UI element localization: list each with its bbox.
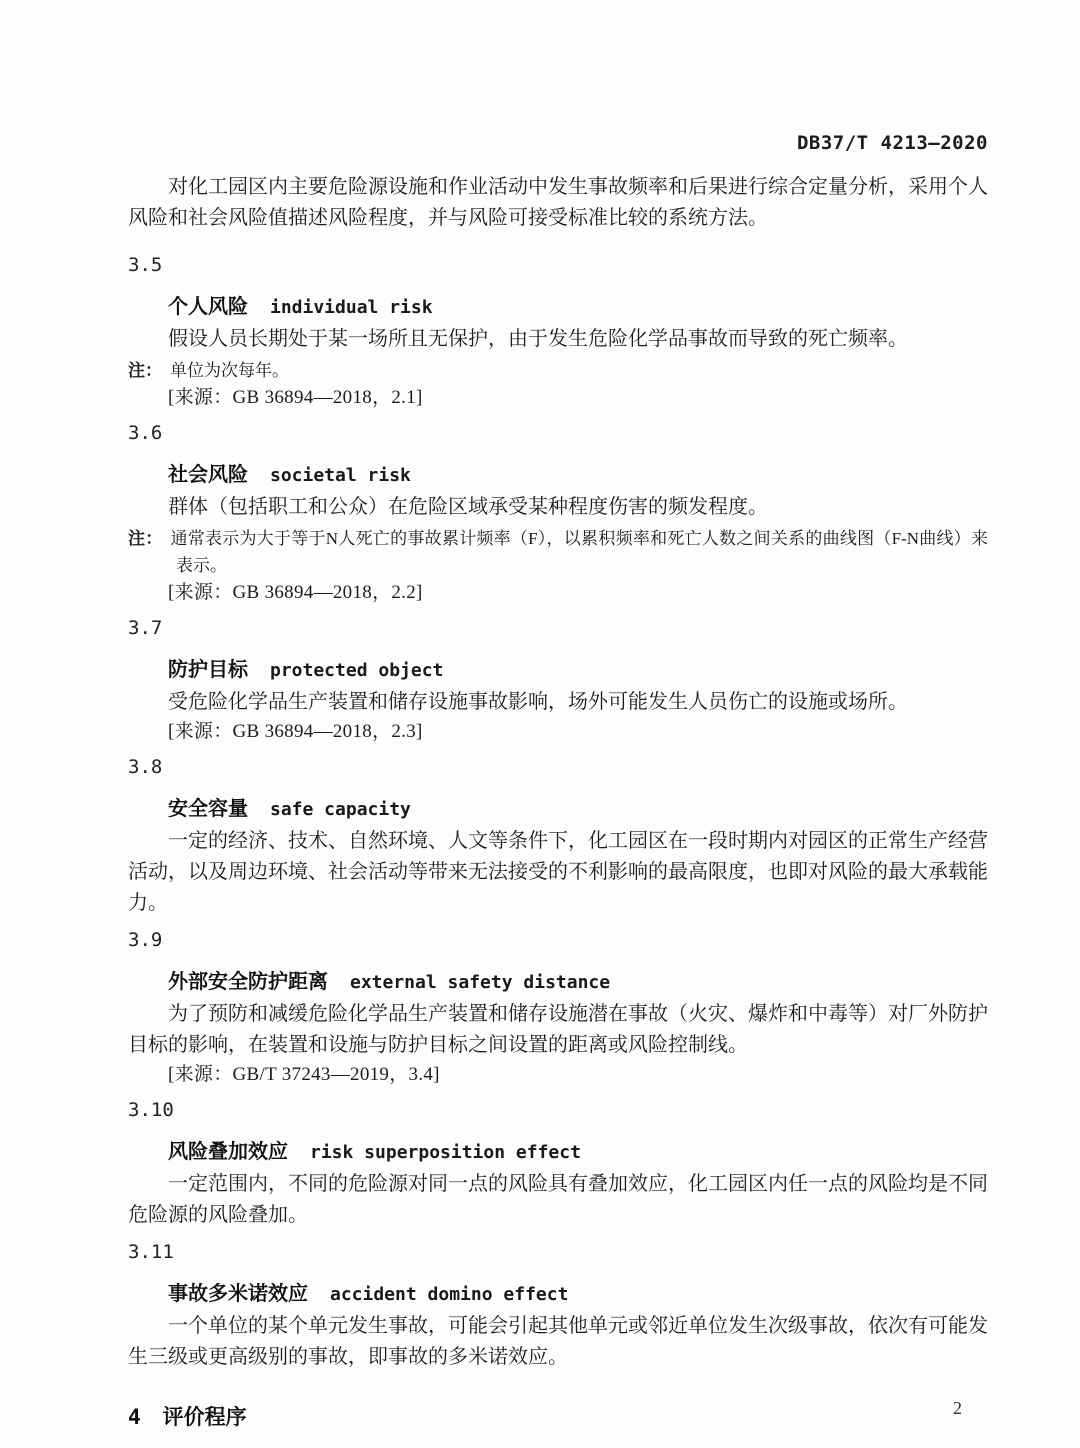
- term-section-3-11: [128, 1241, 988, 1373]
- section-number: 3.8: [128, 756, 163, 778]
- source-line: [来源：GB/T 37243—2019，3.4]: [168, 1064, 440, 1085]
- source-line: [来源：GB 36894—2018，2.2]: [168, 582, 423, 603]
- term-heading: [128, 1139, 988, 1167]
- intro-paragraph: 对化工园区内主要危险源设施和作业活动中发生事故频率和后果进行综合定量分析，采用个人风险和社会风险值描述风险程度，并与风险可接受标准比较的系统方法。: [128, 176, 988, 229]
- term-en: safe capacity: [270, 799, 411, 820]
- section-4-title: 评价程序: [162, 1406, 247, 1429]
- section-number: 3.7: [128, 617, 163, 639]
- section-number: 3.10: [128, 1099, 174, 1121]
- term-cn: 风险叠加效应: [168, 1141, 288, 1163]
- doc-code: DB37/T 4213—2020: [796, 132, 988, 154]
- term-section-3-5: [128, 254, 988, 412]
- term-en: accident domino effect: [330, 1284, 569, 1305]
- term-definition: 群体（包括职工和公众）在危险区域承受某种程度伤害的频发程度。: [168, 496, 768, 518]
- note-text: 通常表示为大于等于N人死亡的事故累计频率（F），以累积频率和死亡人数之间关系的曲线图（F-N曲线）来表示。: [170, 529, 989, 575]
- section-number: 3.11: [128, 1241, 174, 1263]
- term-section-3-8: [128, 756, 988, 919]
- term-en: protected object: [270, 660, 444, 681]
- section-number: 3.5: [128, 254, 163, 276]
- term-en: external safety distance: [350, 972, 611, 993]
- note-label: 注：: [128, 361, 162, 380]
- term-note: [128, 357, 988, 384]
- term-section-3-9: [128, 929, 988, 1089]
- term-note: [128, 525, 988, 579]
- term-heading: [128, 657, 988, 685]
- term-heading: [128, 969, 988, 997]
- term-en: societal risk: [270, 465, 411, 486]
- term-definition: 一定的经济、技术、自然环境、人文等条件下，化工园区在一段时期内对园区的正常生产经营活动，以及周边环境、社会活动等带来无法接受的不利影响的最高限度，也即对风险的最大承载能力。: [128, 830, 988, 914]
- section-4-number: 4: [128, 1405, 141, 1429]
- term-heading: [128, 796, 988, 824]
- term-cn: 防护目标: [168, 659, 248, 681]
- term-section-3-6: [128, 422, 988, 607]
- term-heading: [128, 462, 988, 490]
- term-section-3-10: [128, 1099, 988, 1231]
- source-line: [来源：GB 36894—2018，2.3]: [168, 721, 423, 742]
- term-en: risk superposition effect: [310, 1142, 581, 1163]
- term-heading: [128, 1281, 988, 1309]
- term-section-3-7: [128, 617, 988, 746]
- source-line: [来源：GB 36894—2018，2.1]: [168, 387, 423, 408]
- term-cn: 安全容量: [168, 798, 248, 820]
- term-definition: 一定范围内，不同的危险源对同一点的风险具有叠加效应，化工园区内任一点的风险均是不同危险源的风险叠加。: [128, 1173, 988, 1226]
- note-text: 单位为次每年。: [170, 361, 289, 380]
- term-definition: 受危险化学品生产装置和储存设施事故影响，场外可能发生人员伤亡的设施或场所。: [168, 691, 908, 713]
- page-number: 2: [953, 1398, 962, 1418]
- term-cn: 外部安全防护距离: [168, 971, 328, 993]
- section-number: 3.9: [128, 929, 163, 951]
- term-cn: 事故多米诺效应: [168, 1283, 308, 1305]
- term-definition: 假设人员长期处于某一场所且无保护，由于发生危险化学品事故而导致的死亡频率。: [168, 328, 908, 350]
- note-label: 注：: [128, 529, 163, 548]
- term-cn: 社会风险: [168, 464, 248, 486]
- section-number: 3.6: [128, 422, 163, 444]
- section-4-heading: [128, 1403, 988, 1432]
- term-en: individual risk: [270, 297, 433, 318]
- term-definition: 为了预防和减缓危险化学品生产装置和储存设施潜在事故（火灾、爆炸和中毒等）对厂外防护目标的影响，在装置和设施与防护目标之间设置的距离或风险控制线。: [128, 1003, 988, 1056]
- term-definition: 一个单位的某个单元发生事故，可能会引起其他单元或邻近单位发生次级事故，依次有可能发生三级或更高级别的事故，即事故的多米诺效应。: [128, 1315, 988, 1368]
- term-heading: [128, 294, 988, 322]
- term-cn: 个人风险: [168, 296, 248, 318]
